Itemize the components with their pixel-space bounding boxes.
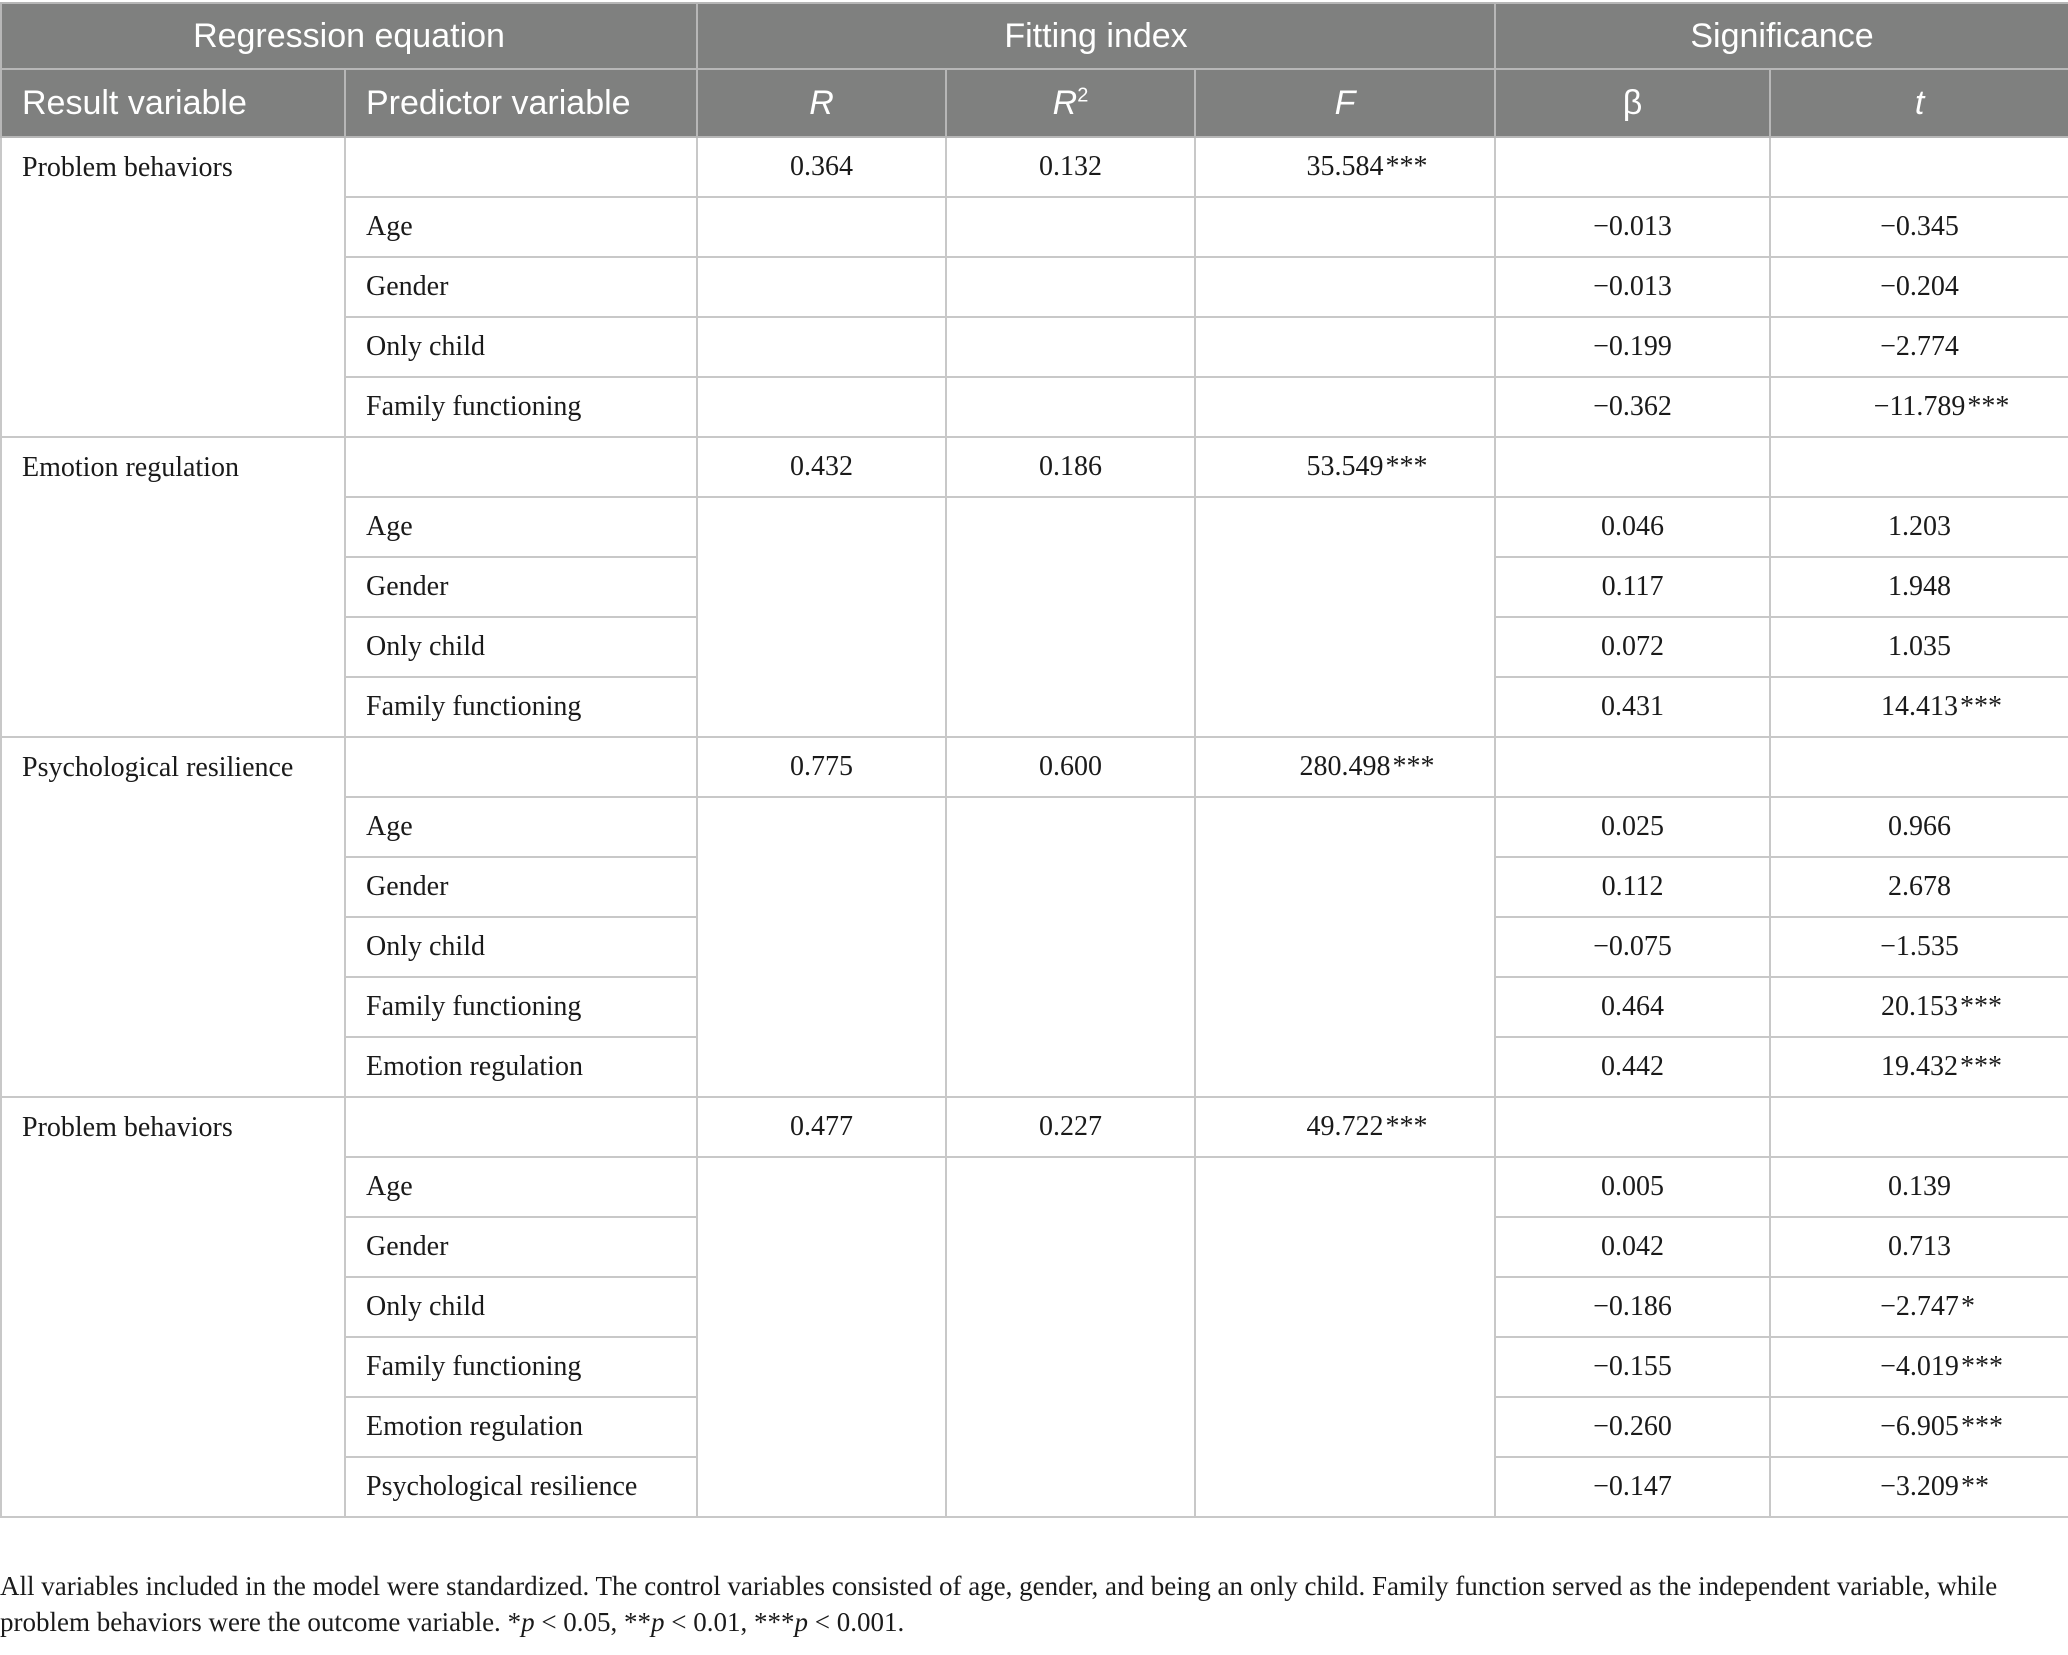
footnote-text: All variables included in the model were standardized. The control variables consisted of age, gender, and being an only child. Family function served as the independent variable, while problem behaviors were the outcome variable.	[0, 1571, 1998, 1637]
beta-cell: −0.260	[1495, 1397, 1770, 1457]
t-cell: 19.432 ***	[1770, 1037, 2068, 1097]
t-cell: −2.747 *	[1770, 1277, 2068, 1337]
significance-stars: *	[1960, 1291, 1975, 1322]
predictor-cell: Only child	[345, 917, 697, 977]
predictor-cell: Only child	[345, 317, 697, 377]
r-cell	[697, 317, 946, 377]
predictor-cell	[345, 737, 697, 797]
r-squared-cell: 0.186	[946, 437, 1195, 497]
t-cell: 1.035	[1770, 617, 2068, 677]
beta-cell: −0.199	[1495, 317, 1770, 377]
header-column-row	[1, 69, 2068, 137]
beta-cell	[1495, 137, 1770, 197]
predictor-cell	[345, 437, 697, 497]
t-cell: 20.153 ***	[1770, 977, 2068, 1037]
predictor-cell: Emotion regulation	[345, 1037, 697, 1097]
beta-cell: −0.075	[1495, 917, 1770, 977]
result-variable-cell: Problem behaviors	[1, 1097, 345, 1517]
t-cell: 0.966	[1770, 797, 2068, 857]
significance-stars: **	[1960, 1471, 1989, 1502]
header-fitting-index: Fitting index	[697, 3, 1495, 69]
f-cell	[1195, 377, 1495, 437]
predictor-cell: Age	[345, 497, 697, 557]
beta-cell: 0.025	[1495, 797, 1770, 857]
significance-stars: ***	[1385, 1111, 1428, 1142]
t-cell: 1.948	[1770, 557, 2068, 617]
t-cell: −2.774	[1770, 317, 2068, 377]
header-result-variable: Result variable	[1, 69, 345, 137]
header-significance: Significance	[1495, 3, 2068, 69]
predictor-cell: Age	[345, 797, 697, 857]
header-r-squared	[946, 69, 1195, 137]
model-summary-row	[1, 1097, 2068, 1157]
beta-cell	[1495, 437, 1770, 497]
predictor-cell: Psychological resilience	[345, 1457, 697, 1517]
header-f: F	[1195, 69, 1495, 137]
f-cell	[1195, 497, 1495, 737]
beta-cell: −0.155	[1495, 1337, 1770, 1397]
r-cell	[697, 377, 946, 437]
predictor-cell: Emotion regulation	[345, 1397, 697, 1457]
predictor-cell: Gender	[345, 257, 697, 317]
footnote-sig-001: ***p < 0.001.	[754, 1607, 905, 1637]
f-cell	[1195, 797, 1495, 1097]
header-r-squared-sup: 2	[1077, 84, 1089, 107]
header-r: R	[697, 69, 946, 137]
beta-cell: 0.431	[1495, 677, 1770, 737]
r-cell: 0.364	[697, 137, 946, 197]
r-cell: 0.477	[697, 1097, 946, 1157]
table-body	[1, 137, 2068, 1517]
regression-table	[0, 2, 2068, 1518]
significance-stars: ***	[1960, 1411, 2003, 1442]
r-squared-cell	[946, 377, 1195, 437]
r-squared-cell	[946, 317, 1195, 377]
t-cell: 14.413 ***	[1770, 677, 2068, 737]
t-cell: 2.678	[1770, 857, 2068, 917]
beta-cell: −0.186	[1495, 1277, 1770, 1337]
r-cell	[697, 197, 946, 257]
beta-cell	[1495, 1097, 1770, 1157]
r-cell: 0.775	[697, 737, 946, 797]
predictor-cell: Family functioning	[345, 977, 697, 1037]
f-cell	[1195, 197, 1495, 257]
r-cell: 0.432	[697, 437, 946, 497]
significance-stars: ***	[1960, 1351, 2003, 1382]
beta-cell: −0.147	[1495, 1457, 1770, 1517]
significance-stars: ***	[1392, 751, 1435, 782]
header-r-squared-base: R	[1052, 83, 1078, 122]
predictor-cell	[345, 1097, 697, 1157]
f-cell: 49.722 ***	[1195, 1097, 1495, 1157]
result-variable-cell: Psychological resilience	[1, 737, 345, 1097]
beta-cell	[1495, 737, 1770, 797]
header-predictor-variable: Predictor variable	[345, 69, 697, 137]
model-summary-row	[1, 137, 2068, 197]
t-cell: −0.345	[1770, 197, 2068, 257]
t-cell: −11.789 ***	[1770, 377, 2068, 437]
footnote-sig-05: *p < 0.05,	[507, 1607, 625, 1637]
significance-stars: ***	[1967, 391, 2010, 422]
table-footnote	[0, 1568, 2040, 1640]
r-squared-cell	[946, 497, 1195, 737]
result-variable-cell: Emotion regulation	[1, 437, 345, 737]
t-cell: −6.905 ***	[1770, 1397, 2068, 1457]
t-cell	[1770, 137, 2068, 197]
beta-cell: 0.005	[1495, 1157, 1770, 1217]
header-group-row	[1, 3, 2068, 69]
r-cell	[697, 797, 946, 1097]
predictor-cell: Family functioning	[345, 377, 697, 437]
f-cell	[1195, 1157, 1495, 1517]
predictor-cell	[345, 137, 697, 197]
predictor-cell: Only child	[345, 1277, 697, 1337]
t-cell: 0.139	[1770, 1157, 2068, 1217]
r-squared-cell	[946, 197, 1195, 257]
r-squared-cell: 0.600	[946, 737, 1195, 797]
predictor-cell: Family functioning	[345, 677, 697, 737]
beta-cell: 0.112	[1495, 857, 1770, 917]
t-cell: 0.713	[1770, 1217, 2068, 1277]
t-cell: −3.209 **	[1770, 1457, 2068, 1517]
t-cell: −0.204	[1770, 257, 2068, 317]
f-cell: 53.549 ***	[1195, 437, 1495, 497]
f-cell	[1195, 317, 1495, 377]
predictor-cell: Age	[345, 197, 697, 257]
r-squared-cell	[946, 1157, 1195, 1517]
predictor-cell: Gender	[345, 557, 697, 617]
t-cell	[1770, 1097, 2068, 1157]
significance-stars: ***	[1385, 151, 1428, 182]
beta-cell: 0.046	[1495, 497, 1770, 557]
predictor-cell: Only child	[345, 617, 697, 677]
r-squared-cell: 0.132	[946, 137, 1195, 197]
t-cell: 1.203	[1770, 497, 2068, 557]
beta-cell: 0.042	[1495, 1217, 1770, 1277]
r-squared-cell: 0.227	[946, 1097, 1195, 1157]
predictor-cell: Gender	[345, 857, 697, 917]
r-cell	[697, 1157, 946, 1517]
header-regression-equation: Regression equation	[1, 3, 697, 69]
significance-stars: ***	[1960, 691, 2003, 722]
r-squared-cell	[946, 797, 1195, 1097]
t-cell: −1.535	[1770, 917, 2068, 977]
beta-cell: −0.013	[1495, 257, 1770, 317]
t-cell	[1770, 437, 2068, 497]
result-variable-cell: Problem behaviors	[1, 137, 345, 437]
beta-cell: 0.442	[1495, 1037, 1770, 1097]
f-cell: 35.584 ***	[1195, 137, 1495, 197]
model-summary-row	[1, 737, 2068, 797]
r-cell	[697, 257, 946, 317]
significance-stars: ***	[1960, 991, 2003, 1022]
f-cell	[1195, 257, 1495, 317]
r-cell	[697, 497, 946, 737]
header-beta: β	[1495, 69, 1770, 137]
footnote-sig-01: **p < 0.01,	[624, 1607, 755, 1637]
t-cell	[1770, 737, 2068, 797]
beta-cell: −0.362	[1495, 377, 1770, 437]
predictor-cell: Family functioning	[345, 1337, 697, 1397]
beta-cell: 0.117	[1495, 557, 1770, 617]
significance-stars: ***	[1385, 451, 1428, 482]
r-squared-cell	[946, 257, 1195, 317]
beta-cell: 0.072	[1495, 617, 1770, 677]
header-t: t	[1770, 69, 2068, 137]
beta-cell: 0.464	[1495, 977, 1770, 1037]
predictor-cell: Age	[345, 1157, 697, 1217]
f-cell: 280.498 ***	[1195, 737, 1495, 797]
t-cell: −4.019 ***	[1770, 1337, 2068, 1397]
model-summary-row	[1, 437, 2068, 497]
predictor-cell: Gender	[345, 1217, 697, 1277]
beta-cell: −0.013	[1495, 197, 1770, 257]
significance-stars: ***	[1960, 1051, 2003, 1082]
